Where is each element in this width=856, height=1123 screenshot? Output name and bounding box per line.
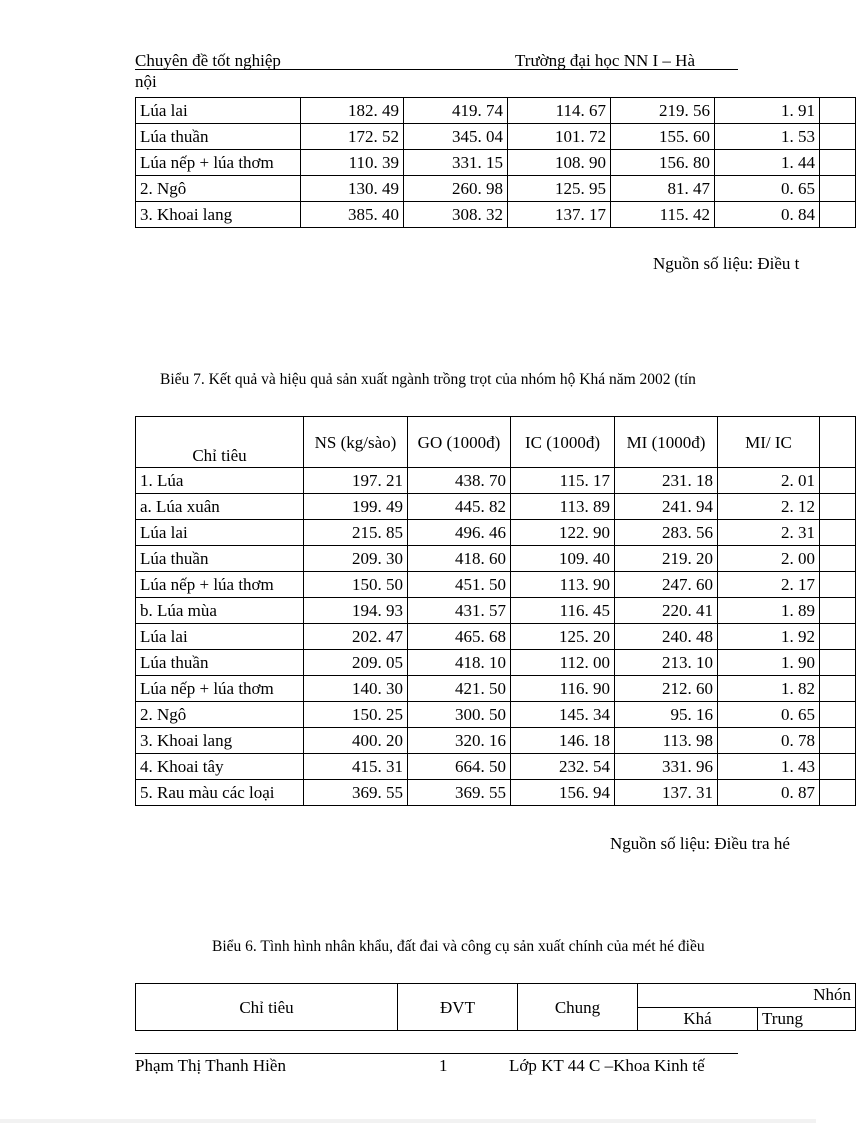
value-cell: 114. 67 (508, 98, 611, 124)
col-header-nhom: Nhón (638, 984, 856, 1008)
value-cell: 220. 41 (615, 598, 718, 624)
cut-off-cell (820, 676, 856, 702)
footer-rule (135, 1053, 738, 1054)
value-cell: 451. 50 (408, 572, 511, 598)
value-cell: 219. 56 (611, 98, 715, 124)
value-cell: 1. 91 (715, 98, 820, 124)
value-cell: 1. 92 (718, 624, 820, 650)
page-bottom-edge (0, 1119, 816, 1123)
value-cell: 95. 16 (615, 702, 718, 728)
value-cell: 209. 30 (304, 546, 408, 572)
table-row (136, 98, 856, 124)
table-row (136, 650, 856, 676)
value-cell: 240. 48 (615, 624, 718, 650)
value-cell: 2. 31 (718, 520, 820, 546)
value-cell: 115. 42 (611, 202, 715, 228)
value-cell: 122. 90 (511, 520, 615, 546)
value-cell: 438. 70 (408, 468, 511, 494)
table-row (136, 494, 856, 520)
value-cell: 2. 12 (718, 494, 820, 520)
footer-page-number: 1 (439, 1056, 448, 1075)
cut-off-cell (820, 176, 856, 202)
value-cell: 113. 89 (511, 494, 615, 520)
table-row (136, 202, 856, 228)
cut-off-cell (820, 150, 856, 176)
value-cell: 130. 49 (301, 176, 404, 202)
row-label-cell: b. Lúa mùa (136, 598, 304, 624)
value-cell: 421. 50 (408, 676, 511, 702)
row-label-cell: 3. Khoai lang (136, 728, 304, 754)
value-cell: 241. 94 (615, 494, 718, 520)
value-cell: 247. 60 (615, 572, 718, 598)
value-cell: 81. 47 (611, 176, 715, 202)
row-label-cell: Lúa thuần (136, 650, 304, 676)
header-left: Chuyên đề tốt nghiệp (135, 51, 515, 70)
cut-off-cell (820, 598, 856, 624)
value-cell: 156. 80 (611, 150, 715, 176)
value-cell: 1. 82 (718, 676, 820, 702)
value-cell: 172. 52 (301, 124, 404, 150)
value-cell: 113. 90 (511, 572, 615, 598)
value-cell: 419. 74 (404, 98, 508, 124)
col-header-ic: IC (1000đ) (511, 417, 615, 468)
value-cell: 331. 96 (615, 754, 718, 780)
table-row (136, 520, 856, 546)
table-row (136, 572, 856, 598)
col-header-extra (820, 417, 856, 468)
table-row (136, 728, 856, 754)
value-cell: 209. 05 (304, 650, 408, 676)
cut-off-cell (820, 702, 856, 728)
value-cell: 465. 68 (408, 624, 511, 650)
caption-bieu-6: Biểu 6. Tình hình nhân khẩu, đất đai và công cụ sản xuất chính của mét hé điều (212, 938, 705, 955)
col-header-ns: NS (kg/sào) (304, 417, 408, 468)
table-top (135, 97, 856, 228)
value-cell: 0. 84 (715, 202, 820, 228)
value-cell: 155. 60 (611, 124, 715, 150)
value-cell: 212. 60 (615, 676, 718, 702)
col-header-dvt: ĐVT (398, 984, 518, 1031)
value-cell: 415. 31 (304, 754, 408, 780)
footer-class: Lớp KT 44 C –Khoa Kinh tế (509, 1056, 705, 1075)
cut-off-cell (820, 754, 856, 780)
table-row (136, 546, 856, 572)
col-header-go: GO (1000đ) (408, 417, 511, 468)
value-cell: 109. 40 (511, 546, 615, 572)
value-cell: 0. 87 (718, 780, 820, 806)
value-cell: 137. 17 (508, 202, 611, 228)
value-cell: 308. 32 (404, 202, 508, 228)
row-label-cell: Lúa lai (136, 520, 304, 546)
row-label-cell: 3. Khoai lang (136, 202, 301, 228)
value-cell: 219. 20 (615, 546, 718, 572)
value-cell: 194. 93 (304, 598, 408, 624)
value-cell: 101. 72 (508, 124, 611, 150)
value-cell: 146. 18 (511, 728, 615, 754)
cut-off-cell (820, 520, 856, 546)
cut-off-cell (820, 468, 856, 494)
header-wrap: nội (135, 72, 157, 91)
value-cell: 431. 57 (408, 598, 511, 624)
value-cell: 182. 49 (301, 98, 404, 124)
caption-bieu-7: Biểu 7. Kết quả và hiệu quả sản xuất ngành trồng trọt của nhóm hộ Khá năm 2002 (tín (160, 371, 696, 388)
table-row (136, 176, 856, 202)
row-label-cell: Lúa nếp + lúa thơm (136, 572, 304, 598)
value-cell: 112. 00 (511, 650, 615, 676)
table-row (136, 124, 856, 150)
value-cell: 140. 30 (304, 676, 408, 702)
row-label-cell: 1. Lúa (136, 468, 304, 494)
cut-off-cell (820, 546, 856, 572)
table-bieu-6 (135, 983, 856, 1031)
footer-name: Phạm Thị Thanh Hiền (135, 1056, 286, 1075)
value-cell: 369. 55 (408, 780, 511, 806)
table-row (136, 754, 856, 780)
col-header-chitieu: Chỉ tiêu (136, 417, 304, 468)
row-label-cell: Lúa lai (136, 624, 304, 650)
value-cell: 1. 90 (718, 650, 820, 676)
value-cell: 1. 44 (715, 150, 820, 176)
value-cell: 418. 10 (408, 650, 511, 676)
value-cell: 300. 50 (408, 702, 511, 728)
cut-off-cell (820, 780, 856, 806)
value-cell: 345. 04 (404, 124, 508, 150)
value-cell: 110. 39 (301, 150, 404, 176)
value-cell: 199. 49 (304, 494, 408, 520)
value-cell: 369. 55 (304, 780, 408, 806)
row-label-cell: Lúa thuần (136, 546, 304, 572)
row-label-cell: Lúa nếp + lúa thơm (136, 150, 301, 176)
row-label-cell: Lúa lai (136, 98, 301, 124)
value-cell: 445. 82 (408, 494, 511, 520)
table-row (136, 676, 856, 702)
cut-off-cell (820, 650, 856, 676)
value-cell: 197. 21 (304, 468, 408, 494)
value-cell: 202. 47 (304, 624, 408, 650)
value-cell: 0. 65 (715, 176, 820, 202)
header-right: Trường đại học NN I – Hà (515, 51, 738, 70)
row-label-cell: 5. Rau màu các loại (136, 780, 304, 806)
cut-off-cell (820, 202, 856, 228)
cut-off-cell (820, 728, 856, 754)
row-label-cell: 2. Ngô (136, 702, 304, 728)
value-cell: 320. 16 (408, 728, 511, 754)
col-header-kha: Khá (638, 1007, 758, 1031)
row-label-cell: 2. Ngô (136, 176, 301, 202)
value-cell: 232. 54 (511, 754, 615, 780)
cut-off-cell (820, 98, 856, 124)
row-label-cell: 4. Khoai tây (136, 754, 304, 780)
value-cell: 664. 50 (408, 754, 511, 780)
table-row (136, 780, 856, 806)
cut-off-cell (820, 494, 856, 520)
source-note-2: Nguồn số liệu: Điều tra hé (610, 834, 790, 853)
table-row (136, 702, 856, 728)
value-cell: 331. 15 (404, 150, 508, 176)
col-header-chitieu-6: Chỉ tiêu (136, 984, 398, 1031)
value-cell: 385. 40 (301, 202, 404, 228)
row-label-cell: Lúa nếp + lúa thơm (136, 676, 304, 702)
value-cell: 116. 45 (511, 598, 615, 624)
value-cell: 260. 98 (404, 176, 508, 202)
value-cell: 125. 20 (511, 624, 615, 650)
value-cell: 2. 00 (718, 546, 820, 572)
row-label-cell: Lúa thuần (136, 124, 301, 150)
value-cell: 150. 25 (304, 702, 408, 728)
cut-off-cell (820, 124, 856, 150)
value-cell: 496. 46 (408, 520, 511, 546)
value-cell: 1. 89 (718, 598, 820, 624)
value-cell: 125. 95 (508, 176, 611, 202)
value-cell: 113. 98 (615, 728, 718, 754)
col-header-trung: Trung (758, 1007, 856, 1031)
table-row (136, 150, 856, 176)
value-cell: 115. 17 (511, 468, 615, 494)
value-cell: 213. 10 (615, 650, 718, 676)
value-cell: 215. 85 (304, 520, 408, 546)
value-cell: 137. 31 (615, 780, 718, 806)
value-cell: 156. 94 (511, 780, 615, 806)
cut-off-cell (820, 572, 856, 598)
cut-off-cell (820, 624, 856, 650)
value-cell: 418. 60 (408, 546, 511, 572)
value-cell: 231. 18 (615, 468, 718, 494)
table-row (136, 468, 856, 494)
value-cell: 1. 53 (715, 124, 820, 150)
value-cell: 0. 65 (718, 702, 820, 728)
table-bieu-7 (135, 416, 856, 806)
row-label-cell: a. Lúa xuân (136, 494, 304, 520)
value-cell: 150. 50 (304, 572, 408, 598)
col-header-mi-ic: MI/ IC (718, 417, 820, 468)
source-note-1: Nguồn số liệu: Điều t (653, 254, 800, 273)
col-header-mi: MI (1000đ) (615, 417, 718, 468)
table-row (136, 624, 856, 650)
value-cell: 108. 90 (508, 150, 611, 176)
value-cell: 2. 17 (718, 572, 820, 598)
value-cell: 1. 43 (718, 754, 820, 780)
value-cell: 283. 56 (615, 520, 718, 546)
table-row (136, 598, 856, 624)
value-cell: 145. 34 (511, 702, 615, 728)
col-header-chung: Chung (518, 984, 638, 1031)
value-cell: 2. 01 (718, 468, 820, 494)
value-cell: 0. 78 (718, 728, 820, 754)
value-cell: 116. 90 (511, 676, 615, 702)
value-cell: 400. 20 (304, 728, 408, 754)
